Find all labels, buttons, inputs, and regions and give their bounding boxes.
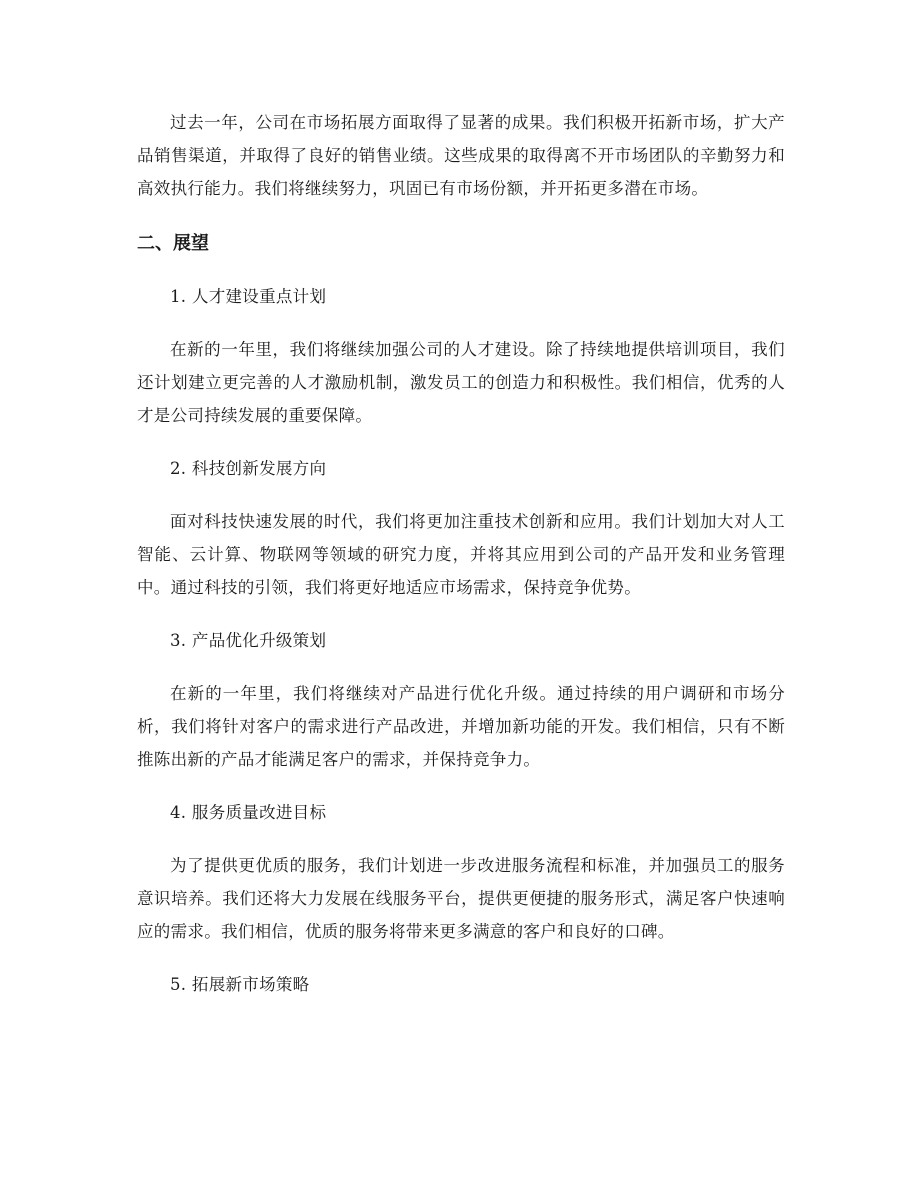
subheading-technology: 2. 科技创新发展方向: [170, 459, 327, 478]
paragraph-talent: 在新的一年里，我们将继续加强公司的人才建设。除了持续地提供培训项目，我们还计划建立更完善的人才激励机制，激发员工的创造力和积极性。我们相信，优秀的人才是公司持续发展的重要保障。: [137, 340, 785, 425]
paragraph-product: 在新的一年里，我们将继续对产品进行优化升级。通过持续的用户调研和市场分析，我们将针对客户的需求进行产品改进，并增加新功能的开发。我们相信，只有不断推陈出新的产品才能满足客户的需求，并保持竞争力。: [137, 684, 785, 769]
paragraph-technology: 面对科技快速发展的时代，我们将更加注重技术创新和应用。我们计划加大对人工智能、云计算、物联网等领域的研究力度，并将其应用到公司的产品开发和业务管理中。通过科技的引领，我们将更好地适应市场需求，保持竞争优势。: [137, 512, 785, 597]
subheading-service: 4. 服务质量改进目标: [170, 803, 327, 822]
paragraph-service: 为了提供更优质的服务，我们计划进一步改进服务流程和标准，并加强员工的服务意识培养。我们还将大力发展在线服务平台，提供更便捷的服务形式，满足客户快速响应的需求。我们相信，优质的服务将带来更多满意的客户和良好的口碑。: [137, 856, 785, 941]
section-heading: 二、展望: [137, 233, 209, 254]
subheading-talent: 1. 人才建设重点计划: [170, 287, 327, 306]
intro-paragraph: 过去一年，公司在市场拓展方面取得了显著的成果。我们积极开拓新市场，扩大产品销售渠道，并取得了良好的销售业绩。这些成果的取得离不开市场团队的辛勤努力和高效执行能力。我们将继续努力，巩固已有市场份额，并开拓更多潜在市场。: [137, 113, 785, 198]
subheading-market: 5. 拓展新市场策略: [170, 975, 310, 994]
subheading-product: 3. 产品优化升级策划: [170, 631, 327, 650]
document-content: [137, 106, 785, 1001]
